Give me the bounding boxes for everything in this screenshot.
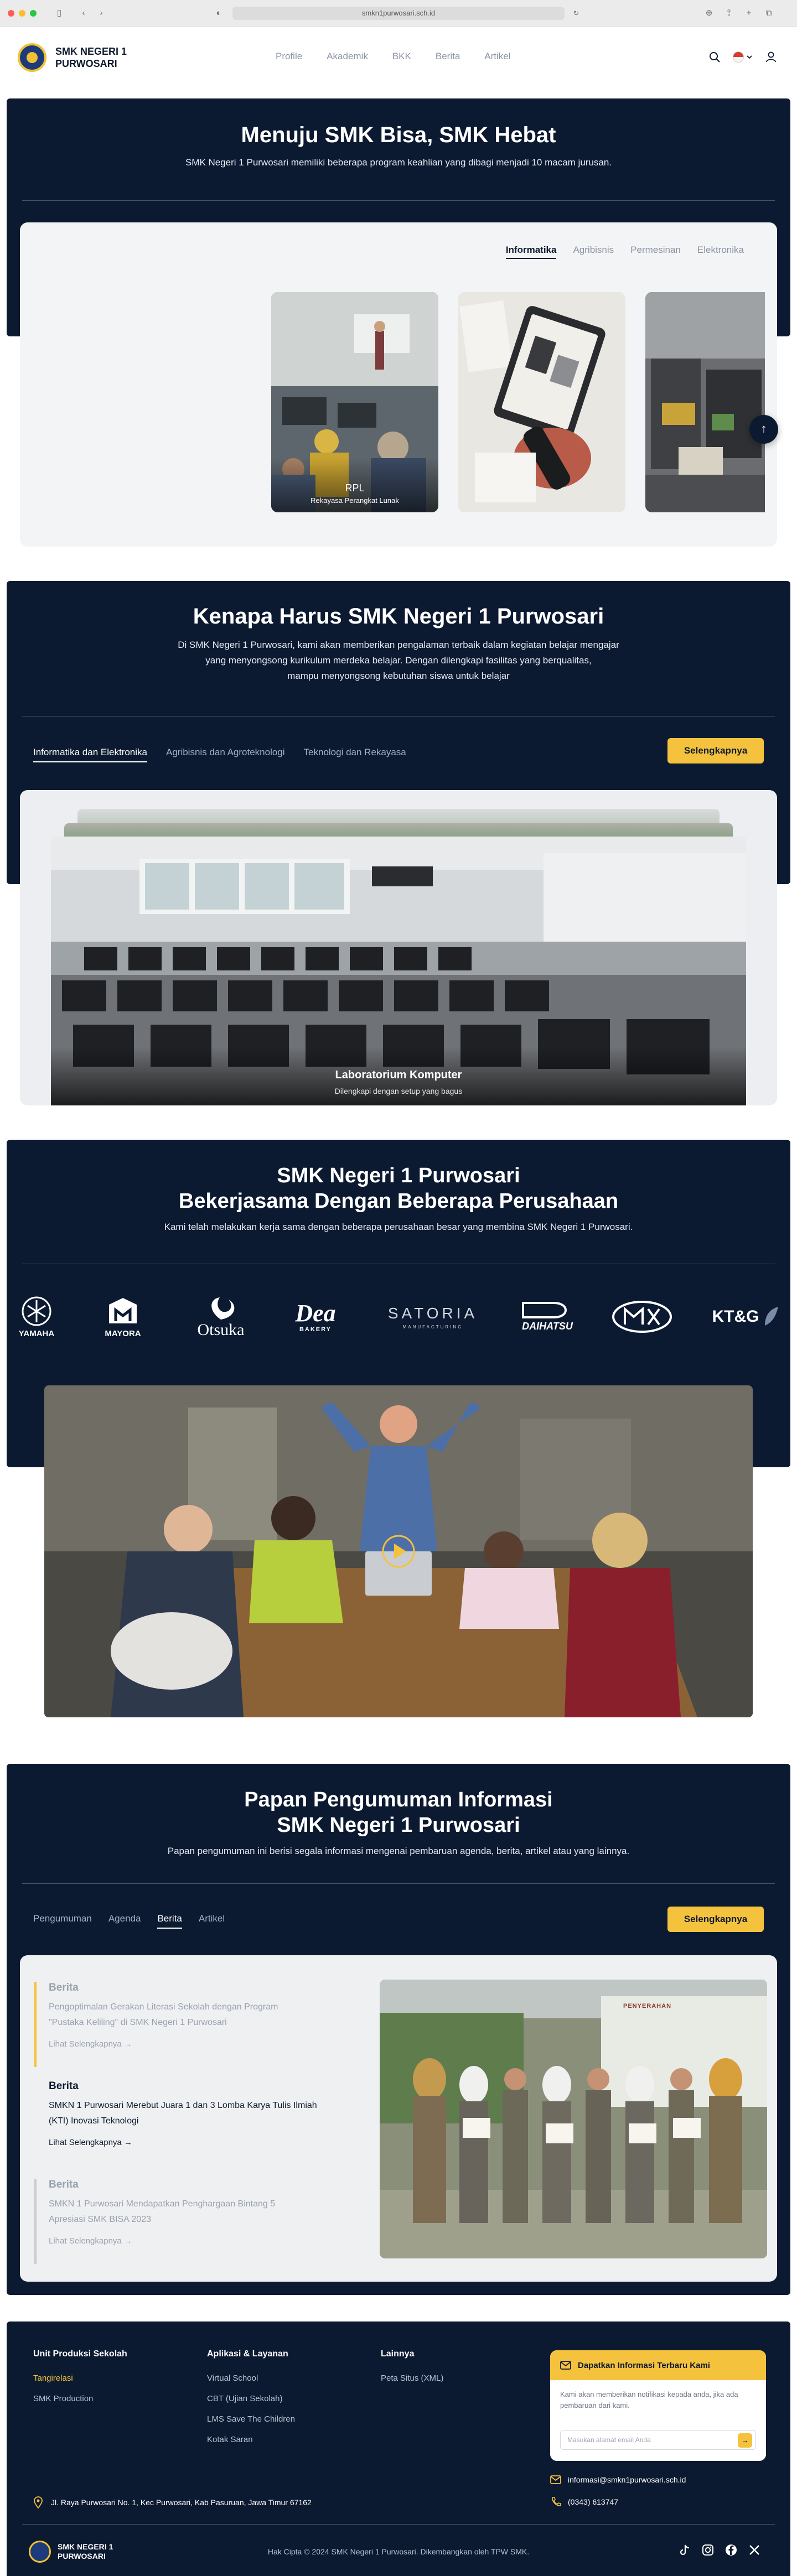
email-text: informasi@smkn1purwosari.sch.id xyxy=(568,2475,686,2484)
subscribe-header xyxy=(550,2350,766,2380)
tab-agribisnis[interactable]: Agribisnis xyxy=(573,245,614,255)
facility-card[interactable] xyxy=(51,837,746,1105)
tab-berita[interactable]: Berita xyxy=(157,1913,182,1929)
language-selector[interactable] xyxy=(733,51,753,63)
nav-artikel[interactable]: Artikel xyxy=(484,51,511,61)
contact-address xyxy=(33,2496,312,2509)
news-title xyxy=(49,2196,366,2227)
footer-link-kotak-saran[interactable]: Kotak Saran xyxy=(207,2435,253,2444)
tablet-photo xyxy=(458,292,625,512)
tab-elektronika[interactable]: Elektronika xyxy=(697,245,744,255)
partner-logo-ktg[interactable] xyxy=(710,1289,782,1344)
back-icon[interactable]: ‹ xyxy=(82,8,85,18)
electronics-photo xyxy=(645,292,765,512)
partner-logo-kmi[interactable] xyxy=(608,1289,676,1344)
divider xyxy=(22,1883,775,1884)
news-read-more-link[interactable]: Lihat Selengkapnya → xyxy=(49,2236,132,2246)
why-title: Kenapa Harus SMK Negeri 1 Purwosari xyxy=(193,604,604,629)
divider xyxy=(22,2524,775,2525)
news-title-line-1: SMKN 1 Purwosari Merebut Juara 1 dan 3 Lomba Karya Tulis Ilmiah xyxy=(49,2101,317,2110)
ktg-label: KT&G xyxy=(712,1307,759,1326)
announcements-section xyxy=(7,1764,790,2295)
tab-agribisnis-agroteknologi[interactable]: Agribisnis dan Agroteknologi xyxy=(166,747,285,757)
user-icon[interactable] xyxy=(765,51,777,63)
banner-text: PENYERAHAN xyxy=(623,2003,672,2009)
tab-overview-icon[interactable]: ⧉ xyxy=(765,8,772,18)
news-item[interactable] xyxy=(34,1982,366,2049)
classroom-photo xyxy=(271,292,438,512)
facility-title: Laboratorium Komputer xyxy=(335,1069,462,1081)
news-panel xyxy=(20,1955,777,2282)
subscribe-title: Dapatkan Informasi Terbaru Kami xyxy=(578,2360,710,2370)
nav-profile[interactable]: Profile xyxy=(276,51,303,61)
search-icon[interactable] xyxy=(708,51,721,63)
new-tab-icon[interactable]: + xyxy=(746,8,752,18)
news-title-line-1: SMKN 1 Purwosari Mendapatkan Penghargaan Bintang 5 xyxy=(49,2199,276,2209)
chevron-down-icon xyxy=(746,54,753,60)
footer-link-smk-production[interactable]: SMK Production xyxy=(33,2394,94,2403)
download-icon[interactable]: ⊕ xyxy=(705,8,713,18)
site-header xyxy=(0,27,797,87)
daihatsu-label: DAIHATSU xyxy=(522,1320,573,1332)
address-text: Jl. Raya Purwosari No. 1, Kec Purwosari, Kab Pasuruan, Jawa Timur 67162 xyxy=(51,2498,312,2507)
otsuka-label: Otsuka xyxy=(197,1321,245,1339)
news-photo[interactable] xyxy=(380,1980,767,2258)
program-card-rpl[interactable] xyxy=(271,292,438,512)
subscribe-desc: Kami akan memberikan notifikasi kepada anda, jika ada pembaruan dari kami. xyxy=(560,2390,738,2409)
footer-col-apps xyxy=(207,2349,295,2455)
phone-icon xyxy=(550,2496,561,2507)
email-icon xyxy=(550,2475,561,2484)
tiktok-icon[interactable] xyxy=(679,2544,691,2556)
email-input[interactable] xyxy=(560,2430,756,2450)
news-title-line-1: Pengoptimalan Gerakan Literasi Sekolah dengan Program xyxy=(49,2002,278,2012)
programs-panel xyxy=(20,222,777,547)
why-subtitle-line-3: mampu menyongsong kebutuhan siswa untuk belajar xyxy=(287,671,510,681)
news-category: Berita xyxy=(49,2080,79,2092)
scroll-to-top-button[interactable]: ↑ xyxy=(749,415,778,444)
facebook-icon[interactable] xyxy=(725,2544,737,2556)
bakery-label: BAKERY xyxy=(299,1326,332,1333)
tab-informatika-elektronika[interactable]: Informatika dan Elektronika xyxy=(33,747,147,762)
announcements-title-line-2: SMK Negeri 1 Purwosari xyxy=(277,1814,520,1837)
brand-line-1: SMK NEGERI 1 xyxy=(55,46,127,57)
minimize-window-icon[interactable] xyxy=(19,10,25,17)
footer-link-cbt[interactable]: CBT (Ujian Sekolah) xyxy=(207,2394,283,2403)
partners-title-line-1: SMK Negeri 1 Purwosari xyxy=(277,1164,520,1187)
indonesia-flag-icon xyxy=(733,51,744,63)
announcements-tabs xyxy=(33,1913,225,1929)
main-nav xyxy=(276,51,511,62)
news-title-line-2: (KTI) Inovasi Teknologi xyxy=(49,2116,139,2126)
footer-col-title: Unit Produksi Sekolah xyxy=(33,2349,127,2359)
footer-col-title: Aplikasi & Layanan xyxy=(207,2349,288,2359)
location-pin-icon xyxy=(33,2496,43,2509)
programs-tabs xyxy=(506,245,744,259)
contact-phone[interactable] xyxy=(550,2496,618,2507)
tab-agenda[interactable]: Agenda xyxy=(108,1913,141,1924)
program-card-3[interactable] xyxy=(645,292,765,512)
share-icon[interactable]: ⇪ xyxy=(725,8,733,18)
mail-icon xyxy=(560,2361,571,2370)
news-title-line-2: Apresiasi SMK BISA 2023 xyxy=(49,2215,151,2224)
partner-logo-yamaha[interactable] xyxy=(14,1289,59,1344)
tab-teknologi-rekayasa[interactable]: Teknologi dan Rekayasa xyxy=(303,747,406,757)
programs-subtitle: SMK Negeri 1 Purwosari memiliki beberapa program keahlian yang dibagi menjadi 10 macam jurusan. xyxy=(185,157,612,168)
partner-logos xyxy=(0,1289,797,1344)
partner-logo-satoria[interactable] xyxy=(383,1289,483,1344)
otsuka-emblem-icon xyxy=(204,1294,237,1322)
partner-logo-daihatsu[interactable] xyxy=(511,1289,583,1344)
subscribe-card xyxy=(550,2350,766,2461)
partner-logo-mayora[interactable] xyxy=(94,1289,152,1344)
sidebar-toggle-icon[interactable]: ▯ xyxy=(56,8,62,18)
computer-lab-photo xyxy=(51,837,746,1105)
url-text: smkn1purwosari.sch.id xyxy=(361,9,436,17)
footer-brand-line-1: SMK NEGERI 1 xyxy=(58,2542,113,2551)
news-read-more-link[interactable]: Lihat Selengkapnya → xyxy=(49,2039,132,2049)
announcements-title xyxy=(7,1787,790,1838)
video-thumbnail xyxy=(44,1385,753,1717)
why-subtitle-line-2: yang menyongsong kurikulum merdeka belajar. Dengan dilengkapi fasilitas yang berqualitas, xyxy=(205,655,592,666)
manufacturing-label: MANUFACTURING xyxy=(402,1324,463,1329)
news-category: Berita xyxy=(49,1982,79,1993)
social-links xyxy=(679,2544,760,2556)
site-footer xyxy=(7,2321,790,2576)
mayora-emblem-icon xyxy=(103,1296,142,1327)
partner-logo-dea-bakery[interactable] xyxy=(282,1289,349,1344)
news-title xyxy=(49,2098,366,2129)
news-title-line-2: "Pustaka Keliling" di SMK Negeri 1 Purwosari xyxy=(49,2018,227,2027)
news-item-marker xyxy=(34,2179,37,2264)
nav-bkk[interactable]: BKK xyxy=(392,51,411,61)
news-item[interactable] xyxy=(34,2179,366,2246)
partners-title xyxy=(7,1163,790,1214)
brand-line-2: PURWOSARI xyxy=(55,58,117,69)
why-subtitle-line-1: Di SMK Negeri 1 Purwosari, kami akan memberikan pengalaman terbaik dalam kegiatan belajar mengajar xyxy=(178,640,619,650)
header-actions xyxy=(708,51,777,63)
footer-col-other xyxy=(381,2349,443,2394)
why-more-button[interactable]: Selengkapnya xyxy=(667,738,764,764)
facility-desc: Dilengkapi dengan setup yang bagus xyxy=(334,1087,463,1095)
partner-logo-otsuka[interactable] xyxy=(185,1289,257,1344)
phone-text: (0343) 613747 xyxy=(568,2497,619,2506)
copyright-text: Hak Cipta © 2024 SMK Negeri 1 Purwosari. Dikembangkan oleh TPW SMK. xyxy=(267,2547,530,2556)
footer-link-virtual-school[interactable]: Virtual School xyxy=(207,2374,258,2383)
instagram-icon[interactable] xyxy=(702,2544,714,2556)
program-card-caption xyxy=(271,482,438,505)
news-item[interactable] xyxy=(34,2080,366,2147)
partners-title-line-2: Bekerjasama Dengan Beberapa Perusahaan xyxy=(178,1190,619,1213)
brand-name[interactable] xyxy=(55,45,127,70)
address-bar[interactable] xyxy=(232,7,565,20)
award-photo xyxy=(380,1980,767,2258)
news-read-more-link[interactable]: Lihat Selengkapnya → xyxy=(49,2138,132,2147)
promo-video[interactable] xyxy=(44,1385,753,1717)
program-card-2[interactable] xyxy=(458,292,625,512)
school-logo[interactable] xyxy=(18,43,46,72)
nav-akademik[interactable]: Akademik xyxy=(327,51,368,61)
announcements-title-line-1: Papan Pengumuman Informasi xyxy=(244,1788,553,1811)
forward-icon[interactable]: › xyxy=(100,8,103,18)
footer-col-production xyxy=(33,2349,127,2414)
contact-email[interactable] xyxy=(550,2475,686,2484)
why-subtitle xyxy=(7,637,790,684)
tab-informatika[interactable]: Informatika xyxy=(506,245,557,259)
yamaha-emblem-icon xyxy=(21,1296,52,1327)
divider xyxy=(22,200,775,201)
programs-title: Menuju SMK Bisa, SMK Hebat xyxy=(241,123,556,147)
mayora-label: MAYORA xyxy=(105,1328,141,1338)
dea-label: Dea xyxy=(295,1300,336,1327)
yamaha-label: YAMAHA xyxy=(18,1328,55,1338)
nav-berita[interactable]: Berita xyxy=(435,51,460,61)
footer-link-lms[interactable]: LMS Save The Children xyxy=(207,2414,295,2424)
news-category: Berita xyxy=(49,2179,79,2190)
ktg-leaf-icon xyxy=(763,1306,779,1328)
daihatsu-emblem-icon xyxy=(521,1302,574,1318)
program-code: RPL xyxy=(345,482,365,494)
reload-icon[interactable]: ↻ xyxy=(573,9,579,17)
privacy-shield-icon[interactable]: ◐ xyxy=(216,8,221,18)
kmi-emblem-icon xyxy=(612,1300,672,1333)
submit-arrow-icon[interactable]: → xyxy=(738,2433,752,2448)
program-name: Rekayasa Perangkat Lunak xyxy=(310,496,399,505)
facility-panel xyxy=(20,790,777,1105)
browser-chrome xyxy=(0,0,797,27)
why-tabs xyxy=(33,747,406,762)
footer-col-title: Lainnya xyxy=(381,2349,415,2359)
tab-permesinan[interactable]: Permesinan xyxy=(630,245,681,255)
tab-pengumuman[interactable]: Pengumuman xyxy=(33,1913,92,1924)
announcements-more-button[interactable]: Selengkapnya xyxy=(667,1907,764,1932)
email-placeholder: Masukan alamat email Anda xyxy=(567,2436,651,2444)
announcements-subtitle: Papan pengumuman ini berisi segala informasi mengenai pembaruan agenda, berita, artikel atau yang lainnya. xyxy=(167,1846,630,1856)
news-title xyxy=(49,1999,366,2030)
satoria-label: SATORIA xyxy=(387,1304,478,1322)
tab-artikel[interactable]: Artikel xyxy=(198,1913,225,1924)
maximize-window-icon[interactable] xyxy=(30,10,37,17)
footer-link-sitemap[interactable]: Peta Situs (XML) xyxy=(381,2374,444,2383)
partners-subtitle: Kami telah melakukan kerja sama dengan beberapa perusahaan besar yang membina SMK Negeri 1 Purwosari. xyxy=(164,1222,633,1232)
x-twitter-icon[interactable] xyxy=(748,2544,760,2556)
footer-brand-line-2: PURWOSARI xyxy=(58,2552,106,2561)
news-item-marker xyxy=(34,1982,37,2067)
footer-link-tangirelasi[interactable]: Tangirelasi xyxy=(33,2374,73,2383)
close-window-icon[interactable] xyxy=(8,10,14,17)
